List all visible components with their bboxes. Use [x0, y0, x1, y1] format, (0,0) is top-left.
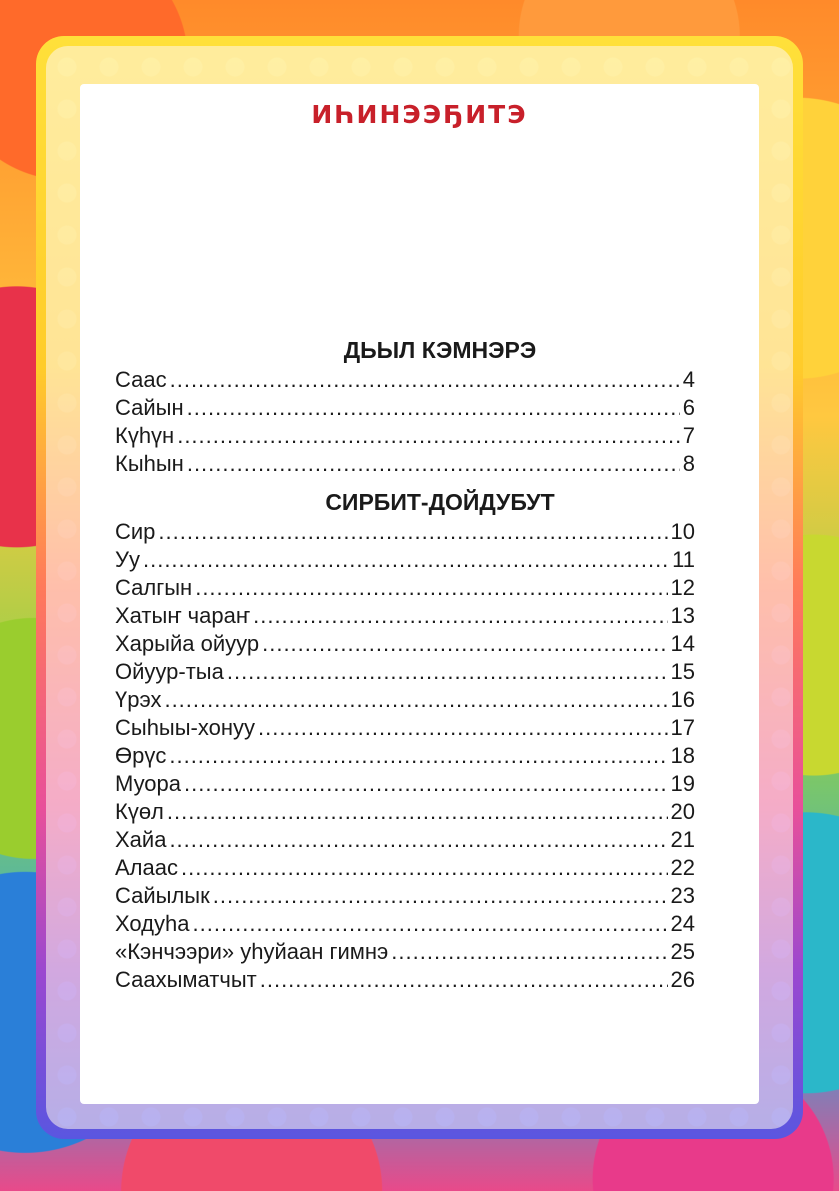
- toc-entry: [115, 574, 695, 602]
- page-title: ИҺИНЭЭҔИТЭ: [311, 100, 528, 129]
- leader-dots: [391, 938, 667, 966]
- toc-entry-label: Саахыматчыт: [115, 967, 257, 992]
- toc-entry: [115, 546, 695, 574]
- leader-dots: [167, 798, 668, 826]
- toc-entry-page: 24: [670, 911, 695, 936]
- toc-entry-page: 21: [670, 827, 695, 852]
- toc-entry-page: 19: [670, 771, 695, 796]
- leader-dots: [213, 882, 668, 910]
- toc-entry: [115, 826, 695, 854]
- toc-entry-label: Муора: [115, 771, 182, 796]
- toc-entry-label: Күһүн: [115, 423, 175, 448]
- toc-entry: [115, 910, 695, 938]
- toc-entry-label: Харыйа ойуур: [115, 631, 260, 656]
- leader-dots: [195, 574, 667, 602]
- toc-entry-label: Салгын: [115, 575, 193, 600]
- section-heading: ДЬЫЛ КЭМНЭРЭ: [343, 337, 537, 363]
- toc-entry: [115, 422, 695, 450]
- toc-entry: [115, 602, 695, 630]
- toc-entry-label: Сыһыы-хонуу: [115, 715, 256, 740]
- toc-entry: [115, 882, 695, 910]
- toc-entry-page: 18: [670, 743, 695, 768]
- toc-entry-label: Хатыҥ чараҥ: [115, 603, 251, 628]
- table-of-contents: [115, 334, 695, 994]
- leader-dots: [260, 966, 668, 994]
- leader-dots: [187, 450, 680, 478]
- toc-entry-page: 23: [670, 883, 695, 908]
- toc-entry: [115, 366, 695, 394]
- toc-entry-label: Ойуур-тыа: [115, 659, 224, 684]
- toc-entry-label: Сир: [115, 519, 156, 544]
- toc-entry: [115, 938, 695, 966]
- toc-entry-page: 6: [682, 395, 695, 420]
- toc-entry: [115, 686, 695, 714]
- toc-entry-label: Сайын: [115, 395, 184, 420]
- leader-dots: [177, 422, 680, 450]
- toc-entry-page: 7: [682, 423, 695, 448]
- toc-entry-page: 12: [670, 575, 695, 600]
- toc-entry-page: 26: [670, 967, 695, 992]
- toc-entry-page: 15: [670, 659, 695, 684]
- leader-dots: [143, 546, 669, 574]
- leader-dots: [187, 394, 680, 422]
- toc-entry: [115, 658, 695, 686]
- leader-dots: [170, 366, 680, 394]
- toc-entry-label: Ходуһа: [115, 911, 190, 936]
- leader-dots: [262, 630, 667, 658]
- toc-section: [115, 366, 695, 478]
- toc-entry-page: 22: [670, 855, 695, 880]
- toc-entry-label: Уу: [115, 547, 140, 572]
- leader-dots: [169, 826, 667, 854]
- toc-entry-label: Хайа: [115, 827, 167, 852]
- leader-dots: [158, 518, 667, 546]
- toc-entry-page: 14: [670, 631, 695, 656]
- toc-entry-label: Сайылык: [115, 883, 210, 908]
- toc-entry-label: Саас: [115, 367, 167, 392]
- leader-dots: [169, 742, 667, 770]
- toc-entry: [115, 394, 695, 422]
- toc-section: [115, 518, 695, 994]
- section-heading: СИРБИТ-ДОЙДУБУТ: [325, 489, 555, 515]
- leader-dots: [184, 770, 668, 798]
- leader-dots: [258, 714, 667, 742]
- leader-dots: [227, 658, 668, 686]
- toc-entry-page: 25: [670, 939, 695, 964]
- leader-dots: [253, 602, 667, 630]
- toc-entry-page: 20: [670, 799, 695, 824]
- leader-dots: [181, 854, 668, 882]
- toc-entry: [115, 770, 695, 798]
- leader-dots: [193, 910, 668, 938]
- toc-entry: [115, 742, 695, 770]
- toc-entry: [115, 450, 695, 478]
- toc-entry: [115, 518, 695, 546]
- toc-entry-label: Кыһын: [115, 451, 184, 476]
- toc-entry: [115, 798, 695, 826]
- toc-entry: [115, 966, 695, 994]
- toc-entry-label: Күөл: [115, 799, 164, 824]
- toc-entry-label: Өрүс: [115, 743, 167, 768]
- toc-entry-label: Алаас: [115, 855, 178, 880]
- leader-dots: [164, 686, 667, 714]
- toc-entry-page: 4: [682, 367, 695, 392]
- toc-entry: [115, 854, 695, 882]
- toc-entry-page: 13: [670, 603, 695, 628]
- toc-entry: [115, 714, 695, 742]
- toc-entry-page: 17: [670, 715, 695, 740]
- toc-entry-page: 11: [672, 547, 695, 572]
- toc-entry: [115, 630, 695, 658]
- toc-entry-label: «Кэнчээри» уһуйаан гимнэ: [115, 939, 389, 964]
- toc-entry-label: Үрэх: [115, 687, 162, 712]
- toc-entry-page: 10: [670, 519, 695, 544]
- toc-entry-page: 8: [682, 451, 695, 476]
- toc-entry-page: 16: [670, 687, 695, 712]
